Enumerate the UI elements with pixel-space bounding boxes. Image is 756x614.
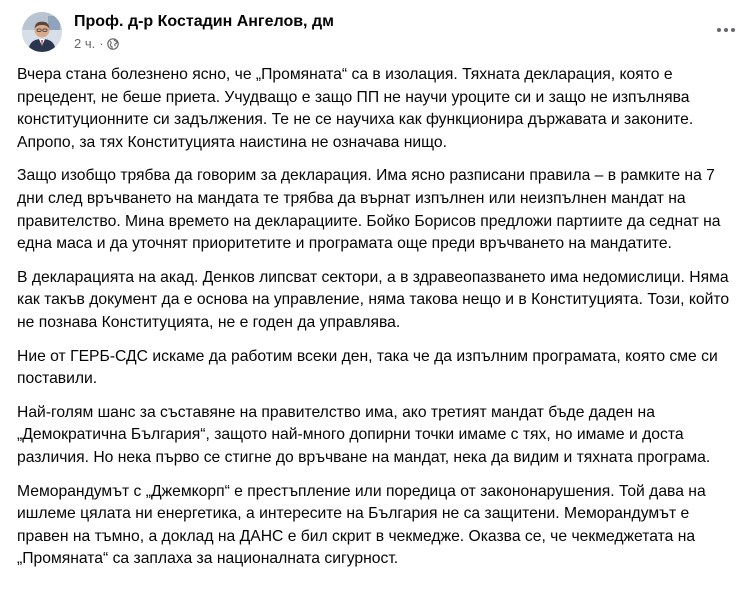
author-avatar[interactable] xyxy=(22,12,62,52)
author-name[interactable]: Проф. д-р Костадин Ангелов, дм xyxy=(74,13,334,30)
more-options-button[interactable] xyxy=(714,18,738,42)
more-options-icon xyxy=(716,27,736,33)
post-body xyxy=(17,64,743,582)
post-timestamp[interactable]: 2 ч. xyxy=(74,36,96,51)
post-paragraph: В декларацията на акад. Денков липсват сектори, а в здравеопазването има недомислици. Няма как такъв документ да е основа на управление, няма такова нещо и в Конституцията. Този, който не познава Конституцията, не е годен да управлява. xyxy=(17,268,730,331)
post-meta xyxy=(74,36,119,51)
post-paragraph: Най-голям шанс за съставяне на правителство има, ако третият мандат бъде даден на „Демократична България“, защото най-много допирни точки имаме с тях, но имаме и доста различия. Но нека първо се стигне до връчване на мандат, нека да видим и тяхната програма. xyxy=(17,403,711,466)
post-header xyxy=(16,10,740,58)
post-paragraph: Меморандумът с „Джемкорп“ е престъпление или поредица от закононарушения. Той дава на ишлеме цялата ни енергетика, а интересите на България не са защитени. Меморандумът е правен на тъмно, а доклад на ДАНС е бил скрит в чекмедже. Оказва се, че чекмеджетата на „Промяната“ са заплаха за националната сигурност. xyxy=(17,482,706,568)
post-paragraph: Ние от ГЕРБ-СДС искаме да работим всеки ден, така че да изпълним програмата, която сме си поставили. xyxy=(17,347,718,388)
post-paragraph: Вчера стана болезнено ясно, че „Промяната“ са в изолация. Тяхната декларация, която е прецедент, не беше приета. Учудващо е защо ПП не научи уроците си и защо не изпълнява конституционните си задължения. Те не се научиха как функционира държавата и законите. Апропо, за тях Конституцията наистина не означава нищо. xyxy=(17,66,694,151)
globe-icon xyxy=(107,38,119,50)
post-paragraph: Защо изобщо трябва да говорим за декларация. Има ясно разписани правила – в рамките на 7 дни след връчването на мандата те трябва да върнат изпълнен или неизпълнен мандат на правителство. Мина времето на декларациите. Бойко Борисов предложи партиите да седнат на една маса и да уточнят приоритетите и програмата още преди връчването на мандатите. xyxy=(17,167,721,253)
avatar-photo-icon xyxy=(22,12,62,52)
meta-separator: · xyxy=(99,36,104,51)
